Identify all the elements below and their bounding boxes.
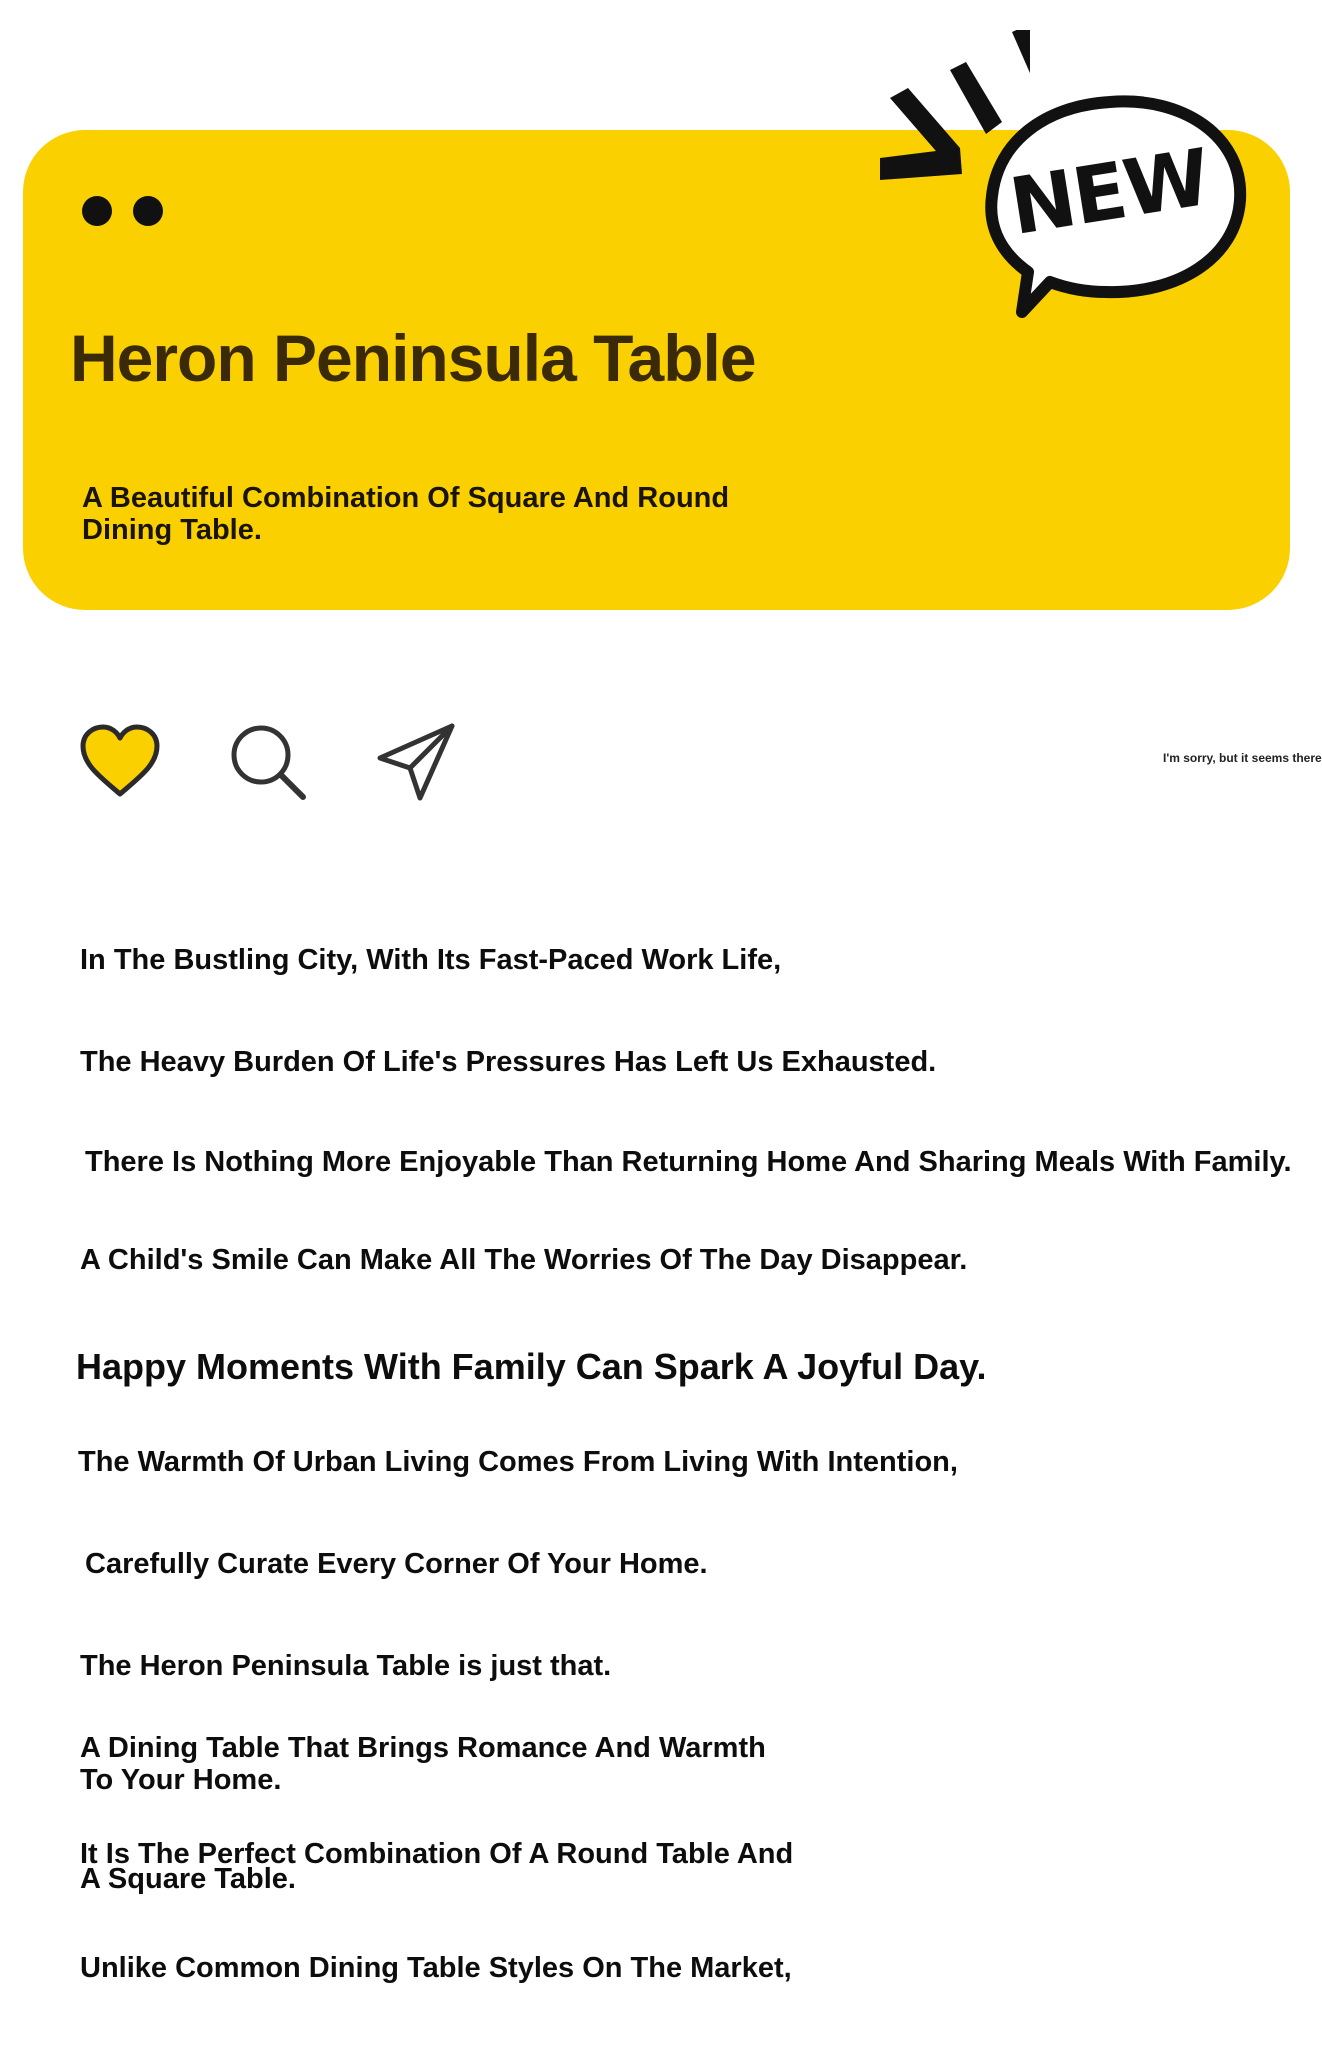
body-line: It Is The Perfect Combination Of A Round Table And A Square Table. [80, 1838, 794, 1895]
body-line: In The Bustling City, With Its Fast-Paced Work Life, [80, 944, 782, 976]
search-button[interactable] [224, 718, 312, 806]
body-line: The Heavy Burden Of Life's Pressures Has Left Us Exhausted. [80, 1046, 937, 1078]
search-icon [227, 721, 309, 803]
body-line: The Heron Peninsula Table is just that. [80, 1650, 612, 1682]
page-title: Heron Peninsula Table [70, 321, 756, 395]
body-line: The Warmth Of Urban Living Comes From Living With Intention, [78, 1446, 958, 1478]
page-subtitle: A Beautiful Combination Of Square And Round Dining Table. [82, 482, 730, 546]
window-dot-icon [82, 196, 112, 226]
new-badge-label: NEW [1004, 133, 1215, 253]
body-line: Unlike Common Dining Table Styles On The Market, [80, 1952, 792, 1984]
body-line: A Child's Smile Can Make All The Worries Of The Day Disappear. [80, 1244, 968, 1276]
body-line: There Is Nothing More Enjoyable Than Returning Home And Sharing Meals With Family. [85, 1146, 1292, 1178]
note-text: I'm sorry, but it seems there [1163, 751, 1322, 765]
like-button[interactable] [76, 718, 164, 806]
body-line: Carefully Curate Every Corner Of Your Home. [85, 1548, 708, 1580]
body-line: A Dining Table That Brings Romance And Warmth To Your Home. [80, 1732, 766, 1796]
body-highlight-line: Happy Moments With Family Can Spark A Joyful Day. [76, 1346, 987, 1387]
heart-icon [79, 724, 161, 800]
send-icon [376, 722, 456, 802]
share-button[interactable] [372, 718, 460, 806]
window-dot-icon [133, 196, 163, 226]
